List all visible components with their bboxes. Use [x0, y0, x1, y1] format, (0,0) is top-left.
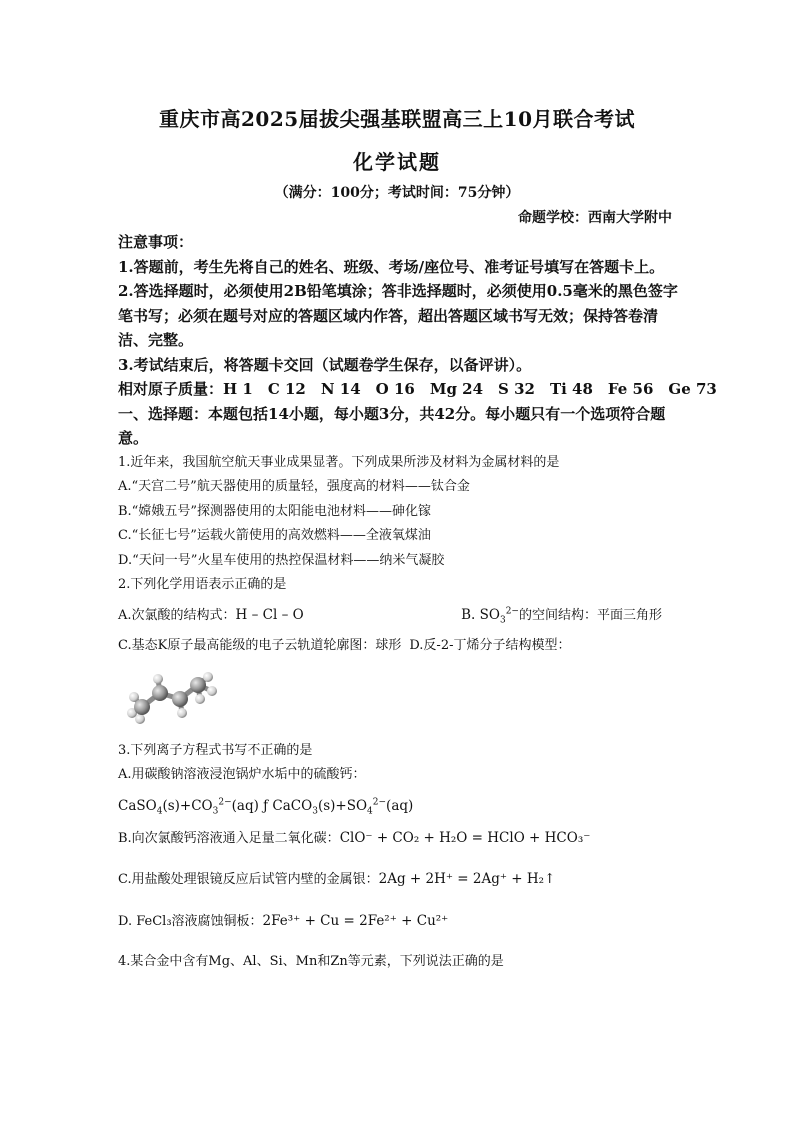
- question-4-stem: 4.某合金中含有Mg、Al、Si、Mn和Zn等元素，下列说法正确的是: [118, 954, 504, 969]
- section-heading: 一、选择题：本题包括14小题，每小题3分，共42分。每小题只有一个选项符合题意。: [118, 404, 666, 447]
- question-2-row-ab: [118, 603, 678, 629]
- question-2-option-d: D.反-2-丁烯分子结构模型：: [409, 638, 571, 653]
- atomic-mass-line: 相对原子质量：H 1 C 12 N 14 O 16 Mg 24 S 32 Ti 48 Fe 56 Ge 73: [118, 380, 717, 398]
- question-1-option-c: C.“长征七号”运载火箭使用的高效燃料——全液氧煤油: [118, 528, 431, 543]
- note-item: 3.考试结束后，将答题卡交回（试题卷学生保存，以备评讲）。: [118, 355, 532, 374]
- question-3-option-b: B.向次氯酸钙溶液通入足量二氧化碳：ClO⁻ + CO₂ + H₂O = HClO + HCO₃⁻: [118, 829, 591, 846]
- question-3-option-c: C.用盐酸处理银镜反应后试管内壁的金属银：2Ag + 2H⁺ = 2Ag⁺ + H₂↑: [118, 871, 556, 887]
- school-info: 命题学校：西南大学附中: [518, 210, 672, 226]
- ball-and-stick-molecule-icon: [124, 665, 224, 725]
- note-item: 1.答题前，考生先将自己的姓名、班级、考场/座位号、准考证号填写在答题卡上。: [118, 257, 665, 276]
- question-2-option-a: A.次氯酸的结构式：H – Cl – O: [118, 606, 304, 623]
- trans-2-butene-model: [124, 665, 678, 729]
- question-3-option-a: A.用碳酸钠溶液浸泡锅炉水垢中的硫酸钙：: [118, 767, 366, 782]
- question-2-row-cd: [118, 634, 678, 659]
- question-2-option-c: C.基态K原子最高能级的电子云轨道轮廓图：球形: [118, 638, 402, 653]
- question-1-option-a: A.“天宫二号”航天器使用的质量轻，强度高的材料——钛合金: [118, 479, 470, 494]
- exam-content: [118, 230, 717, 975]
- question-2-stem: 2.下列化学用语表示正确的是: [118, 577, 287, 592]
- question-1-option-d: D.“天问一号”火星车使用的热控保温材料——纳米气凝胶: [118, 552, 445, 568]
- question-1-option-b: B.“嫦娥五号”探测器使用的太阳能电池材料——砷化镓: [118, 503, 431, 519]
- notes-heading: 注意事项：: [118, 233, 194, 251]
- question-3-equation-a: $CaSO_4(s)+CO_3^{2-}(aq)$ ƒ $CaCO_3(s)+SO_4^{2-}(aq)$: [118, 797, 414, 817]
- question-2-option-b: B. $SO_3^{2-}$的空间结构：平面三角形: [461, 606, 662, 626]
- score-info: （满分：100分；考试时间：75分钟）: [274, 185, 520, 201]
- exam-title: 重庆市高2025届拔尖强基联盟高三上10月联合考试: [159, 107, 635, 131]
- question-3-stem: 3.下列离子方程式书写不正确的是: [118, 742, 313, 758]
- question-1-stem: 1.近年来，我国航空航天事业成果显著。下列成果所涉及材料为金属材料的是: [118, 454, 560, 470]
- exam-subject: 化学试题: [353, 150, 441, 174]
- question-3-option-d: D. FeCl₃溶液腐蚀铜板：2Fe³⁺ + Cu = 2Fe²⁺ + Cu²⁺: [118, 912, 449, 929]
- note-item: 2.答选择题时，必须使用2B铅笔填涂；答非选择题时，必须使用0.5毫米的黑色签字笔书写；必须在题号对应的答题区域内作答，超出答题区域书写无效；保持答卷清洁、完整。: [118, 282, 678, 349]
